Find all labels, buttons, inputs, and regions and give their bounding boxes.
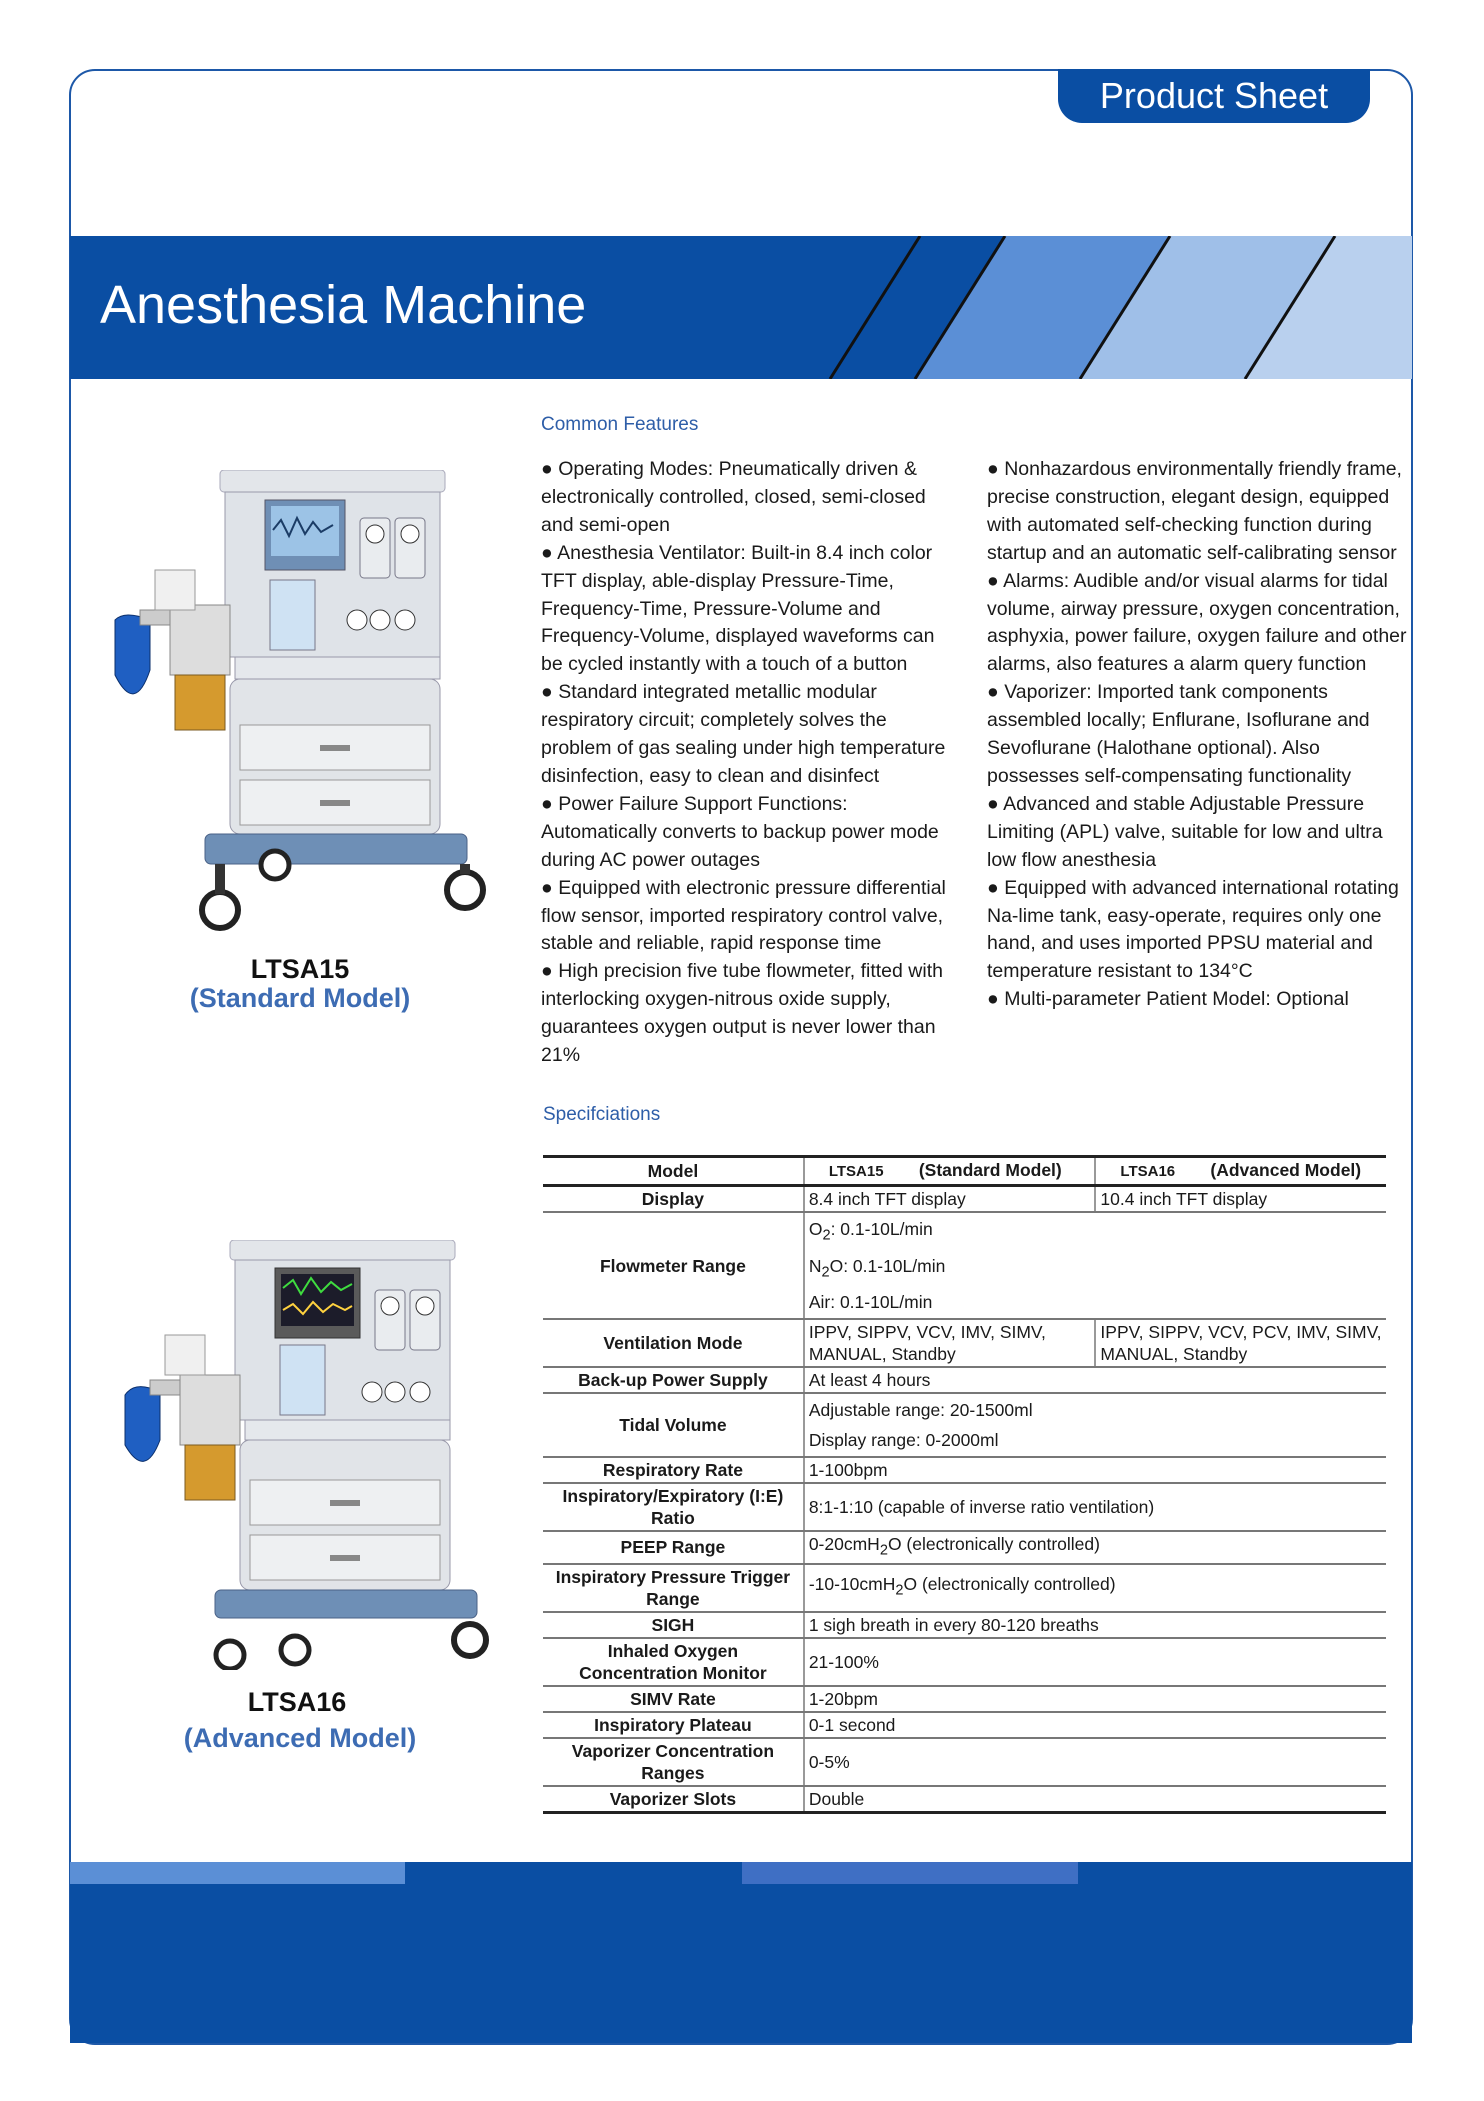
anesthesia-machine-advanced-icon (120, 1240, 520, 1670)
model-1-type: (Standard Model) (918, 1160, 1062, 1180)
table-row (543, 1367, 1386, 1393)
row-label: Ventilation Mode (543, 1319, 804, 1367)
table-row (543, 1612, 1386, 1638)
table-row (543, 1738, 1386, 1786)
row-value: -10-10cmH$_2$O (electronically controlled) (804, 1564, 1386, 1612)
row-label: Display (543, 1186, 804, 1213)
row-value: Double (804, 1786, 1386, 1813)
table-row (543, 1319, 1386, 1367)
row-label: Inspiratory Plateau (543, 1712, 804, 1738)
flow-o2: $O_2$: 0.1-10L/min (808, 1219, 933, 1244)
row-label: Flowmeter Range (543, 1212, 804, 1319)
header-label: Model (543, 1157, 804, 1186)
row-value: Adjustable range: 20-1500ml Display range: 0-2000ml (804, 1393, 1386, 1457)
row-label: SIGH (543, 1612, 804, 1638)
feature-item: ● Advanced and stable Adjustable Pressure Limiting (APL) valve, suitable for low and ultra low flow anesthesia (987, 792, 1383, 871)
features-column-left (541, 456, 961, 1070)
product-type: (Standard Model) (189, 983, 411, 1013)
row-label: Tidal Volume (543, 1393, 804, 1457)
features-heading: Common Features (541, 414, 699, 435)
product-type: (Advanced Model) (183, 1723, 417, 1753)
model-1-code: LTSA15 (828, 1163, 884, 1180)
table-row (543, 1393, 1386, 1457)
feature-item: ● Equipped with electronic pressure differential flow sensor, imported respiratory control valve, stable and reliable, rapid response time (541, 876, 946, 955)
row-value: 10.4 inch TFT display (1095, 1186, 1386, 1213)
product-code: LTSA16 (247, 1687, 347, 1717)
row-value (804, 1212, 1386, 1319)
table-row (543, 1531, 1386, 1564)
feature-item: ● Equipped with advanced international rotating Na-lime tank, easy-operate, requires only one hand, and uses imported PPSU material and temperature resistant to 134°C (987, 876, 1399, 983)
row-label: SIMV Rate (543, 1686, 804, 1712)
table-row (543, 1186, 1386, 1213)
header-model-1 (804, 1157, 1096, 1186)
title-banner (70, 236, 1412, 379)
row-value: 1-20bpm (804, 1686, 1386, 1712)
features-list (541, 456, 1411, 1070)
row-value: 8:1-1:10 (capable of inverse ratio ventilation) (804, 1483, 1386, 1531)
feature-item: ● Alarms: Audible and/or visual alarms for tidal volume, airway pressure, oxygen concentration, asphyxia, power failure, oxygen failure and other alarms, also features a alarm query function (987, 569, 1407, 676)
row-value: 0-5% (804, 1738, 1386, 1786)
row-value: 1 sigh breath in every 80-120 breaths (804, 1612, 1386, 1638)
model-2-code: LTSA16 (1120, 1163, 1176, 1180)
header-model-2 (1095, 1157, 1386, 1186)
feature-item: ● Standard integrated metallic modular respiratory circuit; completely solves the problem of gas sealing under high temperature disinfection, easy to clean and disinfect (541, 681, 946, 787)
flow-n2o: $N_2O$: 0.1-10L/min (808, 1255, 946, 1280)
table-row (543, 1638, 1386, 1686)
row-label: Inhaled Oxygen Concentration Monitor (543, 1638, 804, 1686)
row-value: IPPV, SIPPV, VCV, PCV, IMV, SIMV, MANUAL, Standby (1095, 1319, 1386, 1367)
table-row (543, 1457, 1386, 1483)
product-code: LTSA15 (250, 954, 350, 984)
table-row (543, 1712, 1386, 1738)
feature-item: ● Power Failure Support Functions: Automatically converts to backup power mode during AC power outages (541, 792, 939, 871)
footer-stripe (742, 1862, 1078, 1884)
row-label: Back-up Power Supply (543, 1367, 804, 1393)
row-value: 21-100% (804, 1638, 1386, 1686)
feature-item: ● Anesthesia Ventilator: Built-in 8.4 inch color TFT display, able-display Pressure-Time, Frequency-Time, Pressure-Volume and Frequency-Volume, displayed waveforms can be cycled instantly with a touch of a button (541, 541, 935, 676)
table-row (543, 1686, 1386, 1712)
row-label: PEEP Range (543, 1531, 804, 1564)
specs-heading: Specifciations (543, 1104, 661, 1125)
table-row (543, 1483, 1386, 1531)
footer-stripe (70, 1862, 405, 1884)
footer-stripe (405, 1862, 742, 1884)
anesthesia-machine-standard-icon (95, 470, 495, 940)
feature-item: ● Multi-parameter Patient Model: Optional (987, 988, 1349, 1011)
table-row (543, 1564, 1386, 1612)
table-row (543, 1786, 1386, 1813)
product-sheet-tab: Product Sheet (1058, 69, 1370, 123)
row-value: At least 4 hours (804, 1367, 1386, 1393)
feature-item: ● Operating Modes: Pneumatically driven & electronically controlled, closed, semi-closed and semi-open (541, 458, 926, 536)
row-label: Inspiratory/Expiratory (I:E) Ratio (543, 1483, 804, 1531)
footer-stripe (1078, 1862, 1412, 1884)
row-value: 0-20cmH$_2$O (electronically controlled) (804, 1531, 1386, 1564)
flow-air: Air: 0.1-10L/min (808, 1292, 933, 1312)
feature-item: ● Nonhazardous environmentally friendly frame, precise construction, elegant design, equipped with automated self-checking function during startup and an automatic self-calibrating sensor (987, 458, 1402, 564)
spec-table (543, 1155, 1386, 1814)
row-label: Vaporizer Slots (543, 1786, 804, 1813)
row-value: 8.4 inch TFT display (804, 1186, 1096, 1213)
feature-item: ● High precision five tube flowmeter, fitted with interlocking oxygen-nitrous oxide supply, guarantees oxygen output is never lower than 21% (541, 960, 943, 1067)
row-value: 0-1 second (804, 1712, 1386, 1738)
feature-item: ● Vaporizer: Imported tank components assembled locally; Enflurane, Isoflurane and Sevoflurane (Halothane optional). Also possesses self-compensating functionality (987, 681, 1370, 787)
table-header-row (543, 1157, 1386, 1186)
row-label: Inspiratory Pressure Trigger Range (543, 1564, 804, 1612)
footer-band (70, 1862, 1412, 2043)
row-value: IPPV, SIPPV, VCV, IMV, SIMV, MANUAL, Standby (804, 1319, 1096, 1367)
row-value: 1-100bpm (804, 1457, 1386, 1483)
row-label: Respiratory Rate (543, 1457, 804, 1483)
row-label: Vaporizer Concentration Ranges (543, 1738, 804, 1786)
page-title: Anesthesia Machine (100, 275, 587, 335)
table-row (543, 1212, 1386, 1319)
features-column-right (987, 456, 1407, 1070)
model-2-type: (Advanced Model) (1210, 1160, 1362, 1180)
